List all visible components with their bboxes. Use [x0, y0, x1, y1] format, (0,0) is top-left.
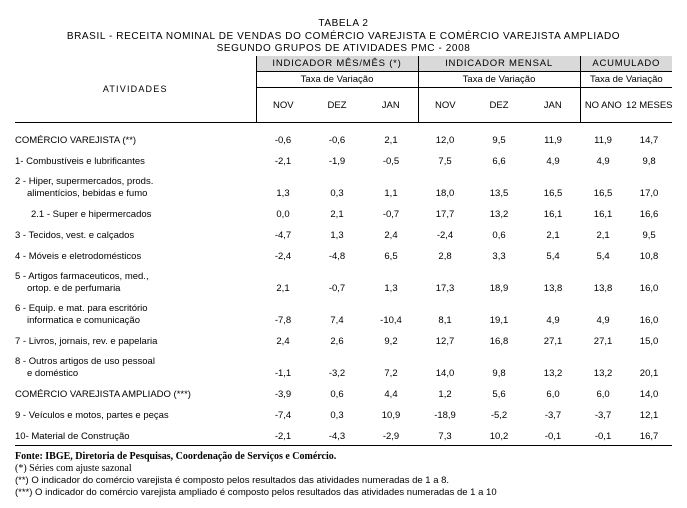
value-cell: -2,4	[274, 251, 292, 262]
row-label-text: 2 - Hiper, supermercados, prods.	[15, 176, 154, 187]
value-cell: -7,4	[274, 410, 292, 421]
col-header: DEZ	[310, 88, 364, 123]
row-label-text: 3 - Tecidos, vest. e calçados	[15, 230, 135, 241]
col-header: NOV	[418, 88, 472, 123]
row-label	[15, 403, 256, 424]
value-cell: 8,1	[438, 315, 452, 326]
atividades-header: ATIVIDADES	[15, 56, 256, 123]
col-header: DEZ	[472, 88, 526, 123]
row-label	[15, 170, 256, 202]
table-row	[15, 244, 672, 265]
value-cell: 11,9	[544, 135, 562, 146]
row-label-text: 7 - Livros, jornais, rev. e papelaria	[15, 336, 158, 347]
value-cell: 20,1	[639, 368, 659, 379]
table-row	[15, 424, 672, 446]
value-cell: 13,8	[593, 283, 613, 294]
table-row	[15, 123, 672, 150]
value-cell: 7,3	[418, 424, 472, 446]
value-cell: 6,0	[546, 389, 560, 400]
value-cell: 2,6	[330, 336, 344, 347]
value-cell: 10,2	[472, 424, 526, 446]
value-cell: 14,0	[435, 368, 455, 379]
value-cell: 0,6	[492, 230, 506, 241]
value-cell: 6,0	[596, 389, 610, 400]
col-header: NO ANO	[580, 88, 626, 123]
value-cell: 16,7	[626, 424, 672, 446]
source-note: Fonte: IBGE, Diretoria de Pesquisas, Coordenação de Serviços e Comércio.	[15, 451, 337, 462]
value-cell: 17,7	[435, 209, 455, 220]
value-cell: -10,4	[380, 315, 402, 326]
value-cell: 1,3	[330, 230, 344, 241]
value-cell: 27,1	[593, 336, 613, 347]
value-cell: 12,0	[435, 135, 455, 146]
row-label-text: 4 - Móveis e eletrodomésticos	[15, 251, 142, 262]
value-cell: -4,7	[274, 230, 292, 241]
table-row	[15, 149, 672, 170]
value-cell: -3,7	[544, 410, 562, 421]
value-cell: 16,0	[639, 283, 659, 294]
sales-table	[15, 56, 672, 446]
row-label	[15, 350, 256, 382]
row-label	[15, 149, 256, 170]
value-cell: 0,3	[330, 188, 344, 199]
value-cell: 2,1	[276, 283, 290, 294]
footnotes	[15, 451, 675, 499]
value-cell: -1,9	[328, 156, 346, 167]
table-row	[15, 382, 672, 403]
table-row	[15, 403, 672, 424]
value-cell: -2,9	[364, 424, 418, 446]
row-label	[15, 424, 256, 446]
value-cell: 1,2	[438, 389, 452, 400]
value-cell: 18,9	[489, 283, 509, 294]
value-cell: 2,1	[546, 230, 560, 241]
row-label-text: 1- Combustíveis e lubrificantes	[15, 156, 145, 167]
value-cell: 4,9	[596, 156, 610, 167]
row-label	[15, 202, 256, 223]
value-cell: 13,2	[543, 368, 563, 379]
group-header-mes: INDICADOR MÊS/MÊS (*)	[256, 56, 418, 72]
value-cell: 10,9	[381, 410, 401, 421]
value-cell: 2,4	[276, 336, 290, 347]
footnote-1: (*) Séries com ajuste sazonal	[15, 463, 132, 474]
table-title-block	[0, 18, 687, 56]
row-label-text: 8 - Outros artigos de uso pessoal	[15, 356, 155, 367]
value-cell: -3,2	[328, 368, 346, 379]
value-cell: 17,0	[639, 188, 659, 199]
value-cell: -5,2	[490, 410, 508, 421]
value-cell: -0,6	[274, 135, 292, 146]
value-cell: 6,6	[492, 156, 506, 167]
value-cell: 7,4	[330, 315, 344, 326]
value-cell: 27,1	[543, 336, 563, 347]
value-cell: 5,4	[546, 251, 560, 262]
table-row	[15, 223, 672, 244]
value-cell: 16,0	[639, 315, 659, 326]
value-cell: 7,5	[438, 156, 452, 167]
col-header: NOV	[256, 88, 310, 123]
row-label	[15, 123, 256, 150]
table-row	[15, 329, 672, 350]
row-label	[15, 297, 256, 329]
value-cell: 5,6	[492, 389, 506, 400]
value-cell: -3,7	[594, 410, 612, 421]
value-cell: 10,8	[639, 251, 659, 262]
group-header-mensal: INDICADOR MENSAL	[418, 56, 580, 72]
row-label	[15, 265, 256, 297]
value-cell: 16,1	[593, 209, 613, 220]
row-label-text: 5 - Artigos farmaceuticos, med.,	[15, 271, 149, 282]
table-subtitle: SEGUNDO GRUPOS DE ATIVIDADES PMC - 2008	[216, 43, 471, 54]
value-cell: -0,5	[382, 156, 400, 167]
group-header-acumulado: ACUMULADO	[580, 56, 672, 72]
table-row	[15, 202, 672, 223]
value-cell: 16,6	[639, 209, 659, 220]
value-cell: -2,4	[436, 230, 454, 241]
value-cell: 16,5	[543, 188, 563, 199]
value-cell: -0,7	[382, 209, 400, 220]
value-cell: 9,5	[642, 230, 656, 241]
row-label	[15, 244, 256, 265]
value-cell: 12,1	[639, 410, 659, 421]
value-cell: 19,1	[489, 315, 509, 326]
value-cell: -7,8	[274, 315, 292, 326]
col-header: JAN	[526, 88, 580, 123]
col-header: JAN	[364, 88, 418, 123]
value-cell: 13,2	[489, 209, 509, 220]
row-label-text: 9 - Veículos e motos, partes e peças	[15, 410, 169, 421]
row-label-text: 10- Material de Construção	[15, 431, 130, 442]
value-cell: 2,1	[330, 209, 344, 220]
value-cell: 13,8	[543, 283, 563, 294]
row-label-continuation: informatica e comunicação	[27, 315, 140, 326]
row-label-text: 6 - Equip. e mat. para escritório	[15, 303, 148, 314]
row-label-text: COMÉRCIO VAREJISTA (**)	[15, 135, 137, 146]
row-label	[15, 223, 256, 244]
row-label	[15, 329, 256, 350]
footnote-3: (***) O indicador do comércio varejista ampliado é composto pelos resultados das atividades numeradas de 1 a 10	[15, 487, 497, 498]
value-cell: 0,6	[330, 389, 344, 400]
value-cell: 4,9	[596, 315, 610, 326]
value-cell: -4,8	[328, 251, 346, 262]
value-cell: 2,4	[384, 230, 398, 241]
row-label-text: COMÉRCIO VAREJISTA AMPLIADO (***)	[15, 389, 191, 400]
value-cell: 1,3	[384, 283, 398, 294]
value-cell: 7,2	[384, 368, 398, 379]
value-cell: 9,5	[492, 135, 506, 146]
value-cell: 18,0	[435, 188, 455, 199]
value-cell: 2,8	[438, 251, 452, 262]
table-row	[15, 297, 672, 329]
value-cell: 16,5	[593, 188, 613, 199]
value-cell: 6,5	[384, 251, 398, 262]
taxa-header-2: Taxa de Variação	[418, 72, 580, 88]
table-body	[15, 123, 672, 446]
value-cell: 4,9	[546, 156, 560, 167]
col-header: 12 MESES	[626, 88, 672, 123]
value-cell: 9,2	[384, 336, 398, 347]
value-cell: 2,1	[384, 135, 398, 146]
value-cell: 16,8	[489, 336, 509, 347]
value-cell: 14,0	[639, 389, 659, 400]
value-cell: -1,1	[274, 368, 292, 379]
value-cell: 1,1	[384, 188, 398, 199]
value-cell: 13,5	[489, 188, 509, 199]
value-cell: 4,9	[546, 315, 560, 326]
value-cell: 1,3	[276, 188, 290, 199]
value-cell: 4,4	[384, 389, 398, 400]
value-cell: -3,9	[274, 389, 292, 400]
value-cell: -18,9	[434, 410, 456, 421]
value-cell: 17,3	[435, 283, 455, 294]
value-cell: 12,7	[435, 336, 455, 347]
value-cell: 2,1	[596, 230, 610, 241]
value-cell: -2,1	[256, 424, 310, 446]
value-cell: 3,3	[492, 251, 506, 262]
value-cell: -2,1	[274, 156, 292, 167]
table-row	[15, 265, 672, 297]
row-label-continuation: alimentícios, bebidas e fumo	[27, 188, 148, 199]
value-cell: 16,1	[543, 209, 563, 220]
value-cell: 0,0	[276, 209, 290, 220]
row-label	[15, 382, 256, 403]
table-title: BRASIL - RECEITA NOMINAL DE VENDAS DO COMÉRCIO VAREJISTA E COMÉRCIO VAREJISTA AMPLIADO	[66, 30, 621, 42]
value-cell: 9,8	[642, 156, 656, 167]
value-cell: 11,9	[594, 135, 612, 146]
row-label-continuation: ortop. e de perfumaria	[27, 283, 121, 294]
value-cell: 14,7	[639, 135, 659, 146]
value-cell: 15,0	[639, 336, 659, 347]
value-cell: -4,3	[310, 424, 364, 446]
table-number: TABELA 2	[318, 18, 369, 29]
taxa-header-1: Taxa de Variação	[256, 72, 418, 88]
table-row	[15, 350, 672, 382]
row-label-text: 2.1 - Super e hipermercados	[31, 209, 152, 220]
value-cell: -0,7	[328, 283, 346, 294]
value-cell: 0,3	[330, 410, 344, 421]
row-label-continuation: e doméstico	[27, 368, 79, 379]
value-cell: -0,6	[328, 135, 346, 146]
value-cell: 5,4	[596, 251, 610, 262]
footnote-2: (**) O indicador do comércio varejista é composto pelos resultados das atividades numeradas de 1 a 8.	[15, 475, 450, 486]
table-row	[15, 170, 672, 202]
value-cell: -0,1	[580, 424, 626, 446]
taxa-header-3: Taxa de Variação	[580, 72, 672, 88]
value-cell: 9,8	[492, 368, 506, 379]
value-cell: 13,2	[593, 368, 613, 379]
value-cell: -0,1	[526, 424, 580, 446]
